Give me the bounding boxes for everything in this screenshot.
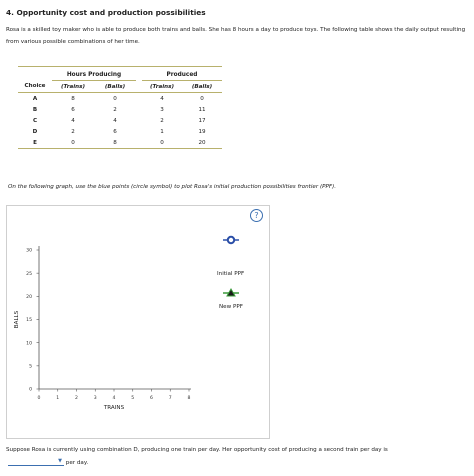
table-cell: 2 xyxy=(160,117,164,124)
col-header-produced-balls: (Balls) xyxy=(182,81,222,93)
table-cell: 20 xyxy=(198,139,206,146)
chevron-down-icon: ▼ xyxy=(58,458,62,464)
y-tick-label: 25 xyxy=(26,271,32,277)
col-header-choice: Choice xyxy=(18,81,52,93)
table-cell: 11 xyxy=(182,104,222,115)
answer-dropdown[interactable] xyxy=(8,458,64,466)
x-tick-label: 4 xyxy=(112,396,116,401)
table-cell: 8 xyxy=(71,95,75,102)
x-tick-label: 0 xyxy=(37,396,41,401)
table-cell: 19 xyxy=(182,126,222,137)
table-cell: 0 xyxy=(200,95,204,102)
y-tick-label: 15 xyxy=(26,318,32,324)
table-row xyxy=(18,115,222,126)
graph-instruction: On the following graph, use the blue points (circle symbol) to plot Rosa's initial production possibilities frontier (PPF). xyxy=(8,184,337,190)
group-header-hours: Hours Producing xyxy=(52,69,136,81)
table-row xyxy=(18,93,222,105)
table-cell: B xyxy=(18,104,52,115)
question-intro: Rosa is a skilled toy maker who is able to produce both trains and balls. She has 8 hours a day to produce toys. The following table shows the daily output resulting from various possible combinations of her time. xyxy=(6,27,466,45)
table-cell: C xyxy=(32,117,38,124)
table-cell: A xyxy=(32,95,38,102)
output-table xyxy=(18,66,222,151)
x-tick-label: 6 xyxy=(150,396,153,401)
y-tick-label: 5 xyxy=(29,364,32,370)
table-cell: 4 xyxy=(113,117,117,124)
x-tick-label: 3 xyxy=(93,396,97,401)
table-row xyxy=(18,126,222,137)
table-row xyxy=(18,104,222,115)
x-tick-label: 5 xyxy=(131,396,135,401)
table-cell: 2 xyxy=(94,104,136,115)
table-cell: 4 xyxy=(71,117,75,124)
table-cell: 4 xyxy=(160,95,164,102)
legend-new-ppf[interactable] xyxy=(219,289,243,310)
y-axis-label: BALLS xyxy=(14,310,20,329)
table-cell: 6 xyxy=(52,104,94,115)
y-tick-label: 10 xyxy=(26,341,32,347)
x-axis-label: TRAINS xyxy=(103,405,125,411)
circle-marker-icon[interactable] xyxy=(228,237,234,243)
table-cell: 2 xyxy=(52,126,94,137)
table-cell: D xyxy=(18,126,52,137)
table-cell: 0 xyxy=(113,95,117,102)
x-tick-label: 8 xyxy=(187,396,191,401)
legend-label-initial-ppf: Initial PPF xyxy=(217,271,245,277)
table-cell: 0 xyxy=(160,139,164,146)
help-button[interactable]: ? xyxy=(250,209,263,222)
x-tick-label: 7 xyxy=(168,396,172,401)
table-cell: 0 xyxy=(71,139,75,146)
col-header-produced-trains: (Trains) xyxy=(142,81,182,93)
table-cell: 1 xyxy=(142,126,182,137)
y-tick-label: 20 xyxy=(26,294,32,300)
legend-label-new-ppf: New PPF xyxy=(219,304,243,310)
table-cell: 3 xyxy=(142,104,182,115)
legend-initial-ppf[interactable] xyxy=(217,237,244,277)
table-cell: 8 xyxy=(113,139,117,146)
group-header-produced: Produced xyxy=(142,69,222,81)
x-tick-label: 2 xyxy=(75,396,78,401)
y-tick-label: 30 xyxy=(26,248,32,254)
table-cell: 17 xyxy=(198,117,206,124)
table-cell: E xyxy=(33,139,37,146)
graph-panel[interactable] xyxy=(6,205,270,439)
ppf-graph[interactable] xyxy=(7,206,269,438)
table-cell: 6 xyxy=(94,126,136,137)
col-header-hours-balls: (Balls) xyxy=(94,81,136,93)
answer-suffix: per day. xyxy=(65,460,89,466)
y-tick-label: 0 xyxy=(29,387,32,393)
col-header-hours-trains: (Trains) xyxy=(52,81,94,93)
followup-question: Suppose Rosa is currently using combination D, producing one train per day. Her opportunity cost of producing a second train per day is xyxy=(6,447,388,453)
question-title: 4. Opportunity cost and production possibilities xyxy=(6,8,206,17)
answer-line xyxy=(8,458,88,466)
table-row xyxy=(18,137,222,149)
x-tick-label: 1 xyxy=(56,396,60,401)
